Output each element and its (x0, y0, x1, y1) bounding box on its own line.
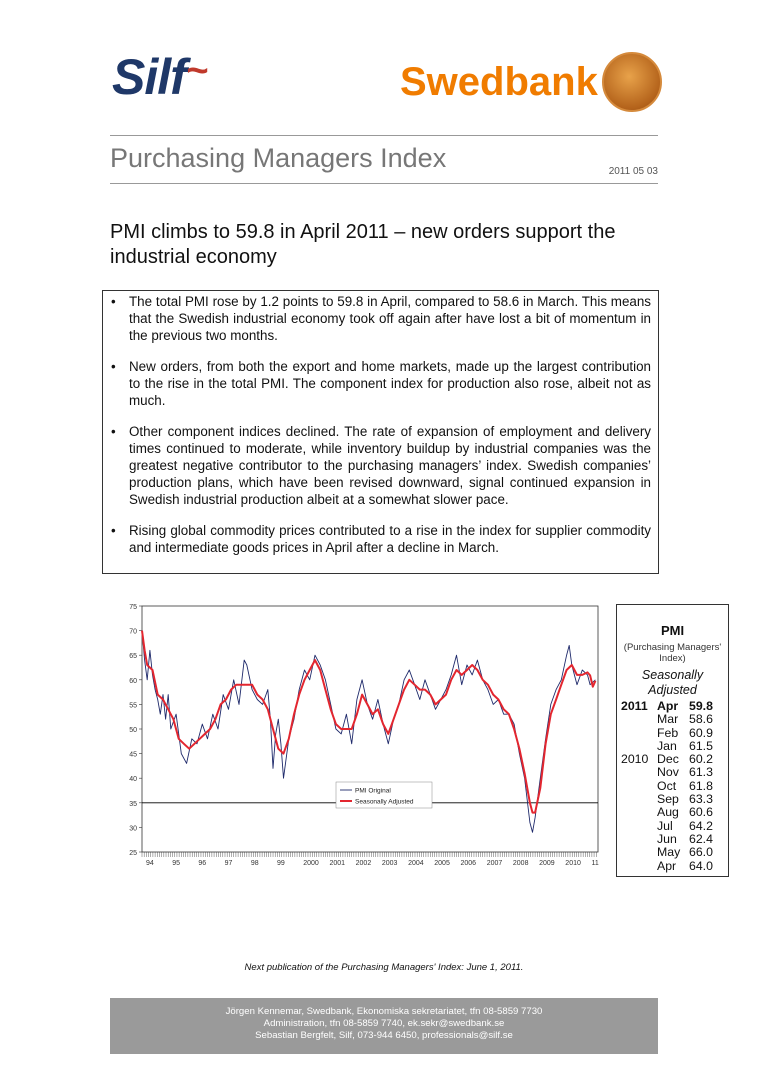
x-tick-label: 2001 (329, 860, 346, 867)
pmi-year (621, 833, 657, 846)
y-tick-label: 55 (129, 702, 137, 710)
pmi-value: 61.8 (689, 778, 713, 793)
pmi-value: 63.3 (689, 792, 713, 807)
x-tick-label: 99 (277, 860, 285, 867)
pmi-value: 60.9 (689, 725, 713, 740)
pmi-value: 61.3 (689, 765, 713, 780)
y-tick-label: 30 (129, 825, 137, 833)
pmi-year: 2010 (621, 752, 649, 767)
pmi-month: Oct (657, 778, 677, 793)
legend-label: PMI Original (355, 787, 391, 795)
x-tick-label: 2003 (381, 860, 398, 867)
pmi-month: Feb (657, 725, 679, 740)
pmi-year (621, 727, 657, 740)
x-tick-label: 2002 (355, 860, 372, 867)
x-tick-label: 11 (591, 860, 599, 867)
pmi-year (621, 713, 657, 726)
pmi-row (621, 740, 723, 753)
y-tick-label: 25 (129, 850, 137, 857)
y-tick-label: 75 (129, 604, 137, 611)
pmi-month: Jan (657, 738, 677, 753)
y-tick-label: 60 (129, 677, 137, 685)
pmi-line-chart (112, 598, 604, 878)
x-tick-label: 2010 (565, 860, 581, 867)
pmi-row (621, 766, 723, 779)
summary-bullet: • The total PMI rose by 1.2 points to 59.8 in April, compared to 58.6 in March. This means that the Swedish industrial economy took off again after have lost a bit of momentum in the previous two months. (111, 293, 651, 344)
x-tick-label: 97 (224, 860, 233, 867)
pmi-year (621, 806, 657, 819)
pmi-month: Dec (657, 752, 679, 767)
next-publication-note: Next publication of the Purchasing Managers' Index: June 1, 2011. (244, 962, 524, 973)
pmi-row (621, 753, 723, 766)
pmi-values-table (621, 700, 723, 873)
footer-line: Administration, tfn 08-5859 7740, ek.sekr@swedbank.se (263, 1018, 505, 1029)
pmi-year (621, 860, 657, 873)
pmi-row (621, 806, 723, 819)
pmi-year (621, 780, 657, 793)
pmi-month: Apr (657, 699, 679, 713)
pmi-row (621, 846, 723, 859)
y-tick-label: 35 (129, 800, 137, 808)
footer-line: Jörgen Kennemar, Swedbank, Ekonomiska sekretariatet, tfn 08-5859 7730 (225, 1006, 543, 1017)
headline: PMI climbs to 59.8 in April 2011 – new orders support the industrial economy (110, 221, 616, 268)
x-tick-label: 94 (146, 860, 154, 867)
y-tick-label: 40 (129, 776, 137, 784)
y-tick-label: 50 (129, 727, 137, 734)
pmi-year (621, 820, 657, 833)
summary-bullet: • Other component indices declined. The rate of expansion of employment and delivery times continued to moderate, while inventory buildup by industrial companies was the greatest negative contributor to the purchasing managers’ index. Swedish companies’ production plans, which have been revised downward, signal continued expansion in Swedish industrial production albeit at a somewhat slower pace. (111, 423, 651, 508)
y-tick-label: 70 (129, 628, 137, 636)
header-top-rule (110, 135, 658, 136)
pmi-box-title: PMI (660, 623, 685, 638)
legend-label: Seasonally Adjusted (355, 798, 414, 806)
pmi-month: Mar (657, 712, 679, 727)
pmi-row (621, 833, 723, 846)
pmi-month: Jul (657, 818, 673, 833)
pmi-row (621, 727, 723, 740)
pmi-value: 61.5 (689, 738, 713, 753)
x-tick-label: 98 (250, 860, 259, 867)
pmi-row (621, 780, 723, 793)
pmi-box-adjusted-label: Seasonally Adjusted (641, 668, 704, 697)
x-tick-label: 2004 (408, 860, 424, 867)
oak-tree-icon (602, 52, 662, 112)
pmi-month: May (657, 845, 681, 860)
pmi-value: 60.6 (689, 805, 713, 820)
pmi-value: 64.0 (689, 858, 713, 873)
summary-box (102, 290, 659, 574)
pmi-value: 59.8 (689, 699, 713, 713)
pmi-summary-box (616, 604, 729, 877)
silf-logo: Silf~ (112, 49, 207, 105)
pmi-month: Jun (657, 831, 677, 846)
pmi-value: 62.4 (689, 831, 713, 846)
pmi-year (621, 740, 657, 753)
contact-footer (110, 998, 658, 1054)
y-tick-label: 45 (129, 751, 137, 759)
pmi-row (621, 820, 723, 833)
x-tick-label: 2006 (460, 860, 477, 867)
pmi-year (621, 793, 657, 806)
page-title: Purchasing Managers Index (110, 143, 447, 173)
x-tick-label: 2005 (434, 860, 450, 867)
footer-line: Sebastian Bergfelt, Silf, 073-944 6450, professionals@silf.se (255, 1030, 513, 1041)
y-tick-label: 65 (129, 653, 137, 661)
header-bottom-rule (110, 183, 658, 184)
x-tick-label: 2008 (512, 860, 529, 867)
pmi-month: Aug (657, 805, 679, 820)
x-tick-label: 95 (172, 860, 181, 867)
pmi-month: Nov (657, 765, 679, 780)
pmi-box-subtitle: (Purchasing Managers' Index) (623, 642, 722, 664)
pmi-row (621, 793, 723, 806)
summary-bullet: • New orders, from both the export and home markets, made up the largest contribution to the rise in the total PMI. The component index for production also rose, albeit not as much. (111, 358, 651, 409)
x-tick-label: 96 (198, 860, 207, 867)
pmi-year: 2011 (621, 699, 648, 713)
x-tick-label: 2000 (303, 860, 319, 867)
pmi-value: 58.6 (689, 712, 713, 727)
pmi-year (621, 846, 657, 859)
pmi-row (621, 713, 723, 726)
pmi-year (621, 766, 657, 779)
x-tick-label: 2007 (486, 860, 503, 867)
publication-date: 2011 05 03 (608, 166, 658, 177)
pmi-row (621, 700, 723, 713)
pmi-value: 64.2 (689, 818, 713, 833)
pmi-value: 60.2 (689, 752, 713, 767)
x-tick-label: 2009 (539, 860, 555, 867)
summary-bullet: • Rising global commodity prices contributed to a rise in the index for supplier commodity and intermediate goods prices in April after a decline in March. (111, 522, 651, 556)
pmi-month: Apr (657, 858, 677, 873)
pmi-row (621, 860, 723, 873)
pmi-month: Sep (657, 792, 679, 807)
swedbank-logo: Swedbank (400, 60, 598, 104)
pmi-value: 66.0 (689, 845, 713, 860)
